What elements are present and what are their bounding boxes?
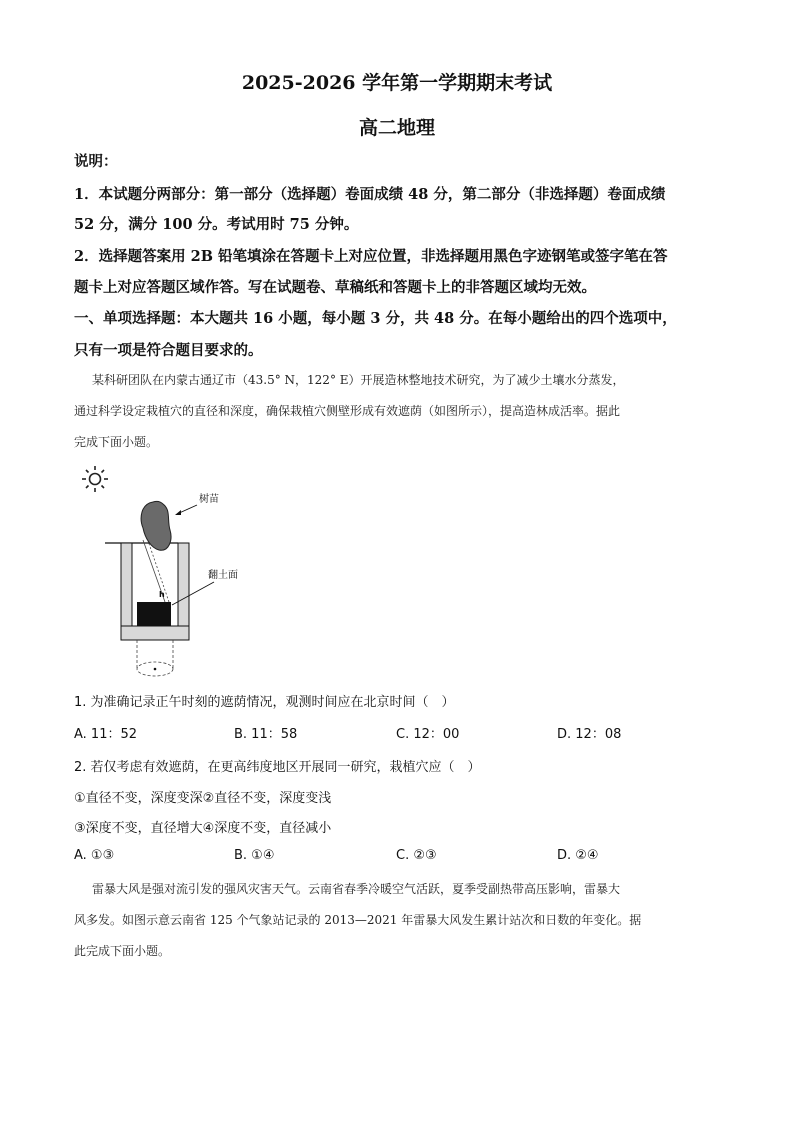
instruction-1-line-1: 1．本试题分两部分：第一部分（选择题）卷面成绩 48 分，第二部分（非选择题）卷面成绩 <box>74 186 666 203</box>
instruction-2-line-1: 2．选择题答案用 2B 铅笔填涂在答题卡上对应位置，非选择题用黑色字迹钢笔或签字笔在答 <box>74 248 668 265</box>
q2-option-c[interactable]: C. ②③ <box>396 848 437 863</box>
q2-choices-line-2: ③深度不变，直径增大④深度不变，直径减小 <box>74 821 332 836</box>
section-1-line-1: 一、单项选择题：本大题共 16 小题，每小题 3 分，共 48 分。在每小题给出的四个选项中， <box>74 310 677 327</box>
question-1-stem: 1. 为准确记录正午时刻的遮荫情况，观测时间应在北京时间（ ） <box>74 695 455 710</box>
instructions-heading: 说明： <box>74 153 118 170</box>
exam-title: 2025-2026 学年第一学期期末考试 <box>241 72 553 94</box>
sun-icon <box>82 466 108 492</box>
label-h: h <box>159 590 165 599</box>
planting-pit-figure <box>75 462 285 684</box>
q2-option-b[interactable]: B. ①④ <box>234 848 275 863</box>
section-1-line-2: 只有一项是符合题目要求的。 <box>74 342 263 359</box>
q2-option-d[interactable]: D. ②④ <box>557 848 599 863</box>
q1-option-c[interactable]: C. 12：00 <box>396 727 460 742</box>
exam-subject: 高二地理 <box>358 117 435 139</box>
instruction-2-line-2: 题卡上对应答题区域作答。写在试题卷、草稿纸和答题卡上的非答题区域均无效。 <box>74 279 596 296</box>
passage-1-line-3: 完成下面小题。 <box>74 435 159 449</box>
passage-1-line-1: 某科研团队在内蒙古通辽市（43.5° N，122° E）开展造林整地技术研究，为了减少土壤水分蒸发， <box>92 373 625 387</box>
passage-2-line-1: 雷暴大风是强对流引发的强风灾害天气。云南省春季冷暖空气活跃，夏季受副热带高压影响，雷暴大 <box>92 882 621 896</box>
q2-option-a[interactable]: A. ①③ <box>74 848 115 863</box>
label-soil: 翻土面 <box>208 570 238 581</box>
passage-2-line-3: 此完成下面小题。 <box>74 944 171 958</box>
passage-2-line-2: 风多发。如图示意云南省 125 个气象站记录的 2013—2021 年雷暴大风发生累计站次和日数的年变化。据 <box>74 913 642 927</box>
instruction-1-line-2: 52 分，满分 100 分。考试用时 75 分钟。 <box>74 216 359 233</box>
q1-option-d[interactable]: D. 12：08 <box>557 727 622 742</box>
q2-choices-line-1: ①直径不变，深度变深②直径不变，深度变浅 <box>74 791 332 806</box>
q1-option-a[interactable]: A. 11：52 <box>74 727 138 742</box>
question-2-stem: 2. 若仅考虑有效遮荫，在更高纬度地区开展同一研究，栽植穴应（ ） <box>74 760 481 775</box>
q1-option-b[interactable]: B. 11：58 <box>234 727 298 742</box>
label-seedling: 树苗 <box>199 494 219 505</box>
passage-1-line-2: 通过科学设定栽植穴的直径和深度，确保栽植穴侧壁形成有效遮荫（如图所示），提高造林成活率。据此 <box>74 404 621 418</box>
